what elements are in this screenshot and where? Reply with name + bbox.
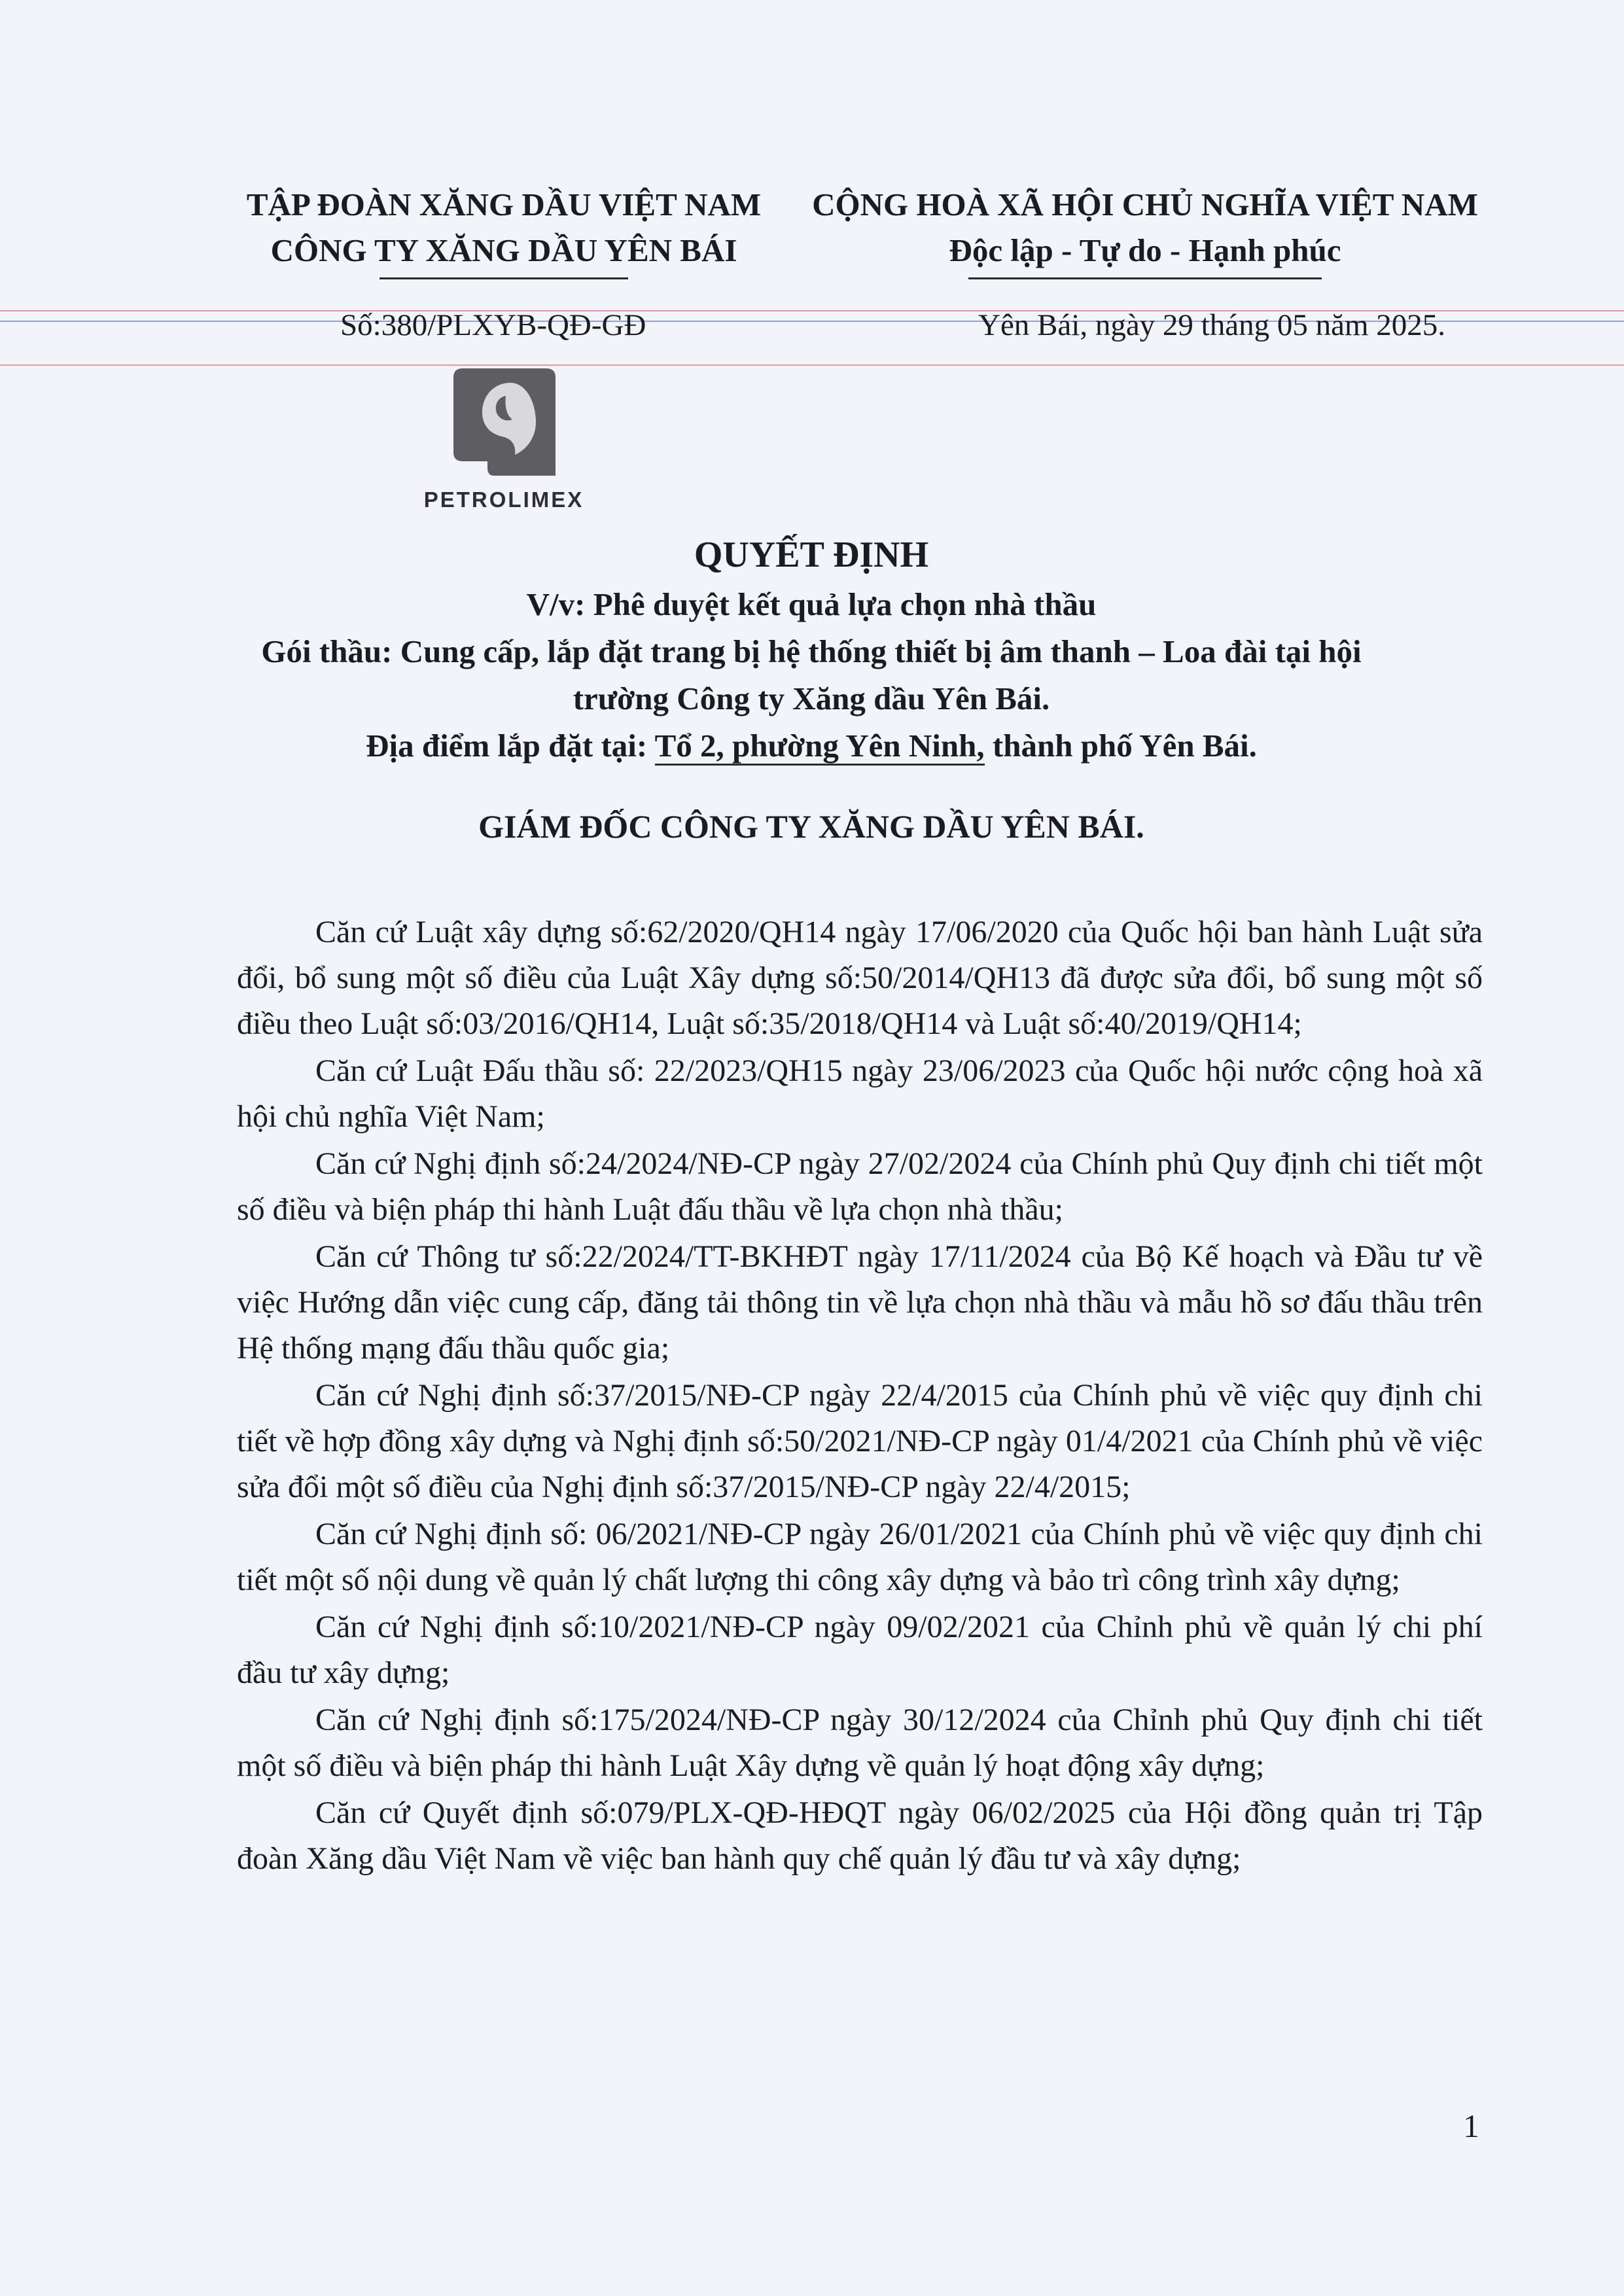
legal-basis-paragraph: Căn cứ Thông tư số:22/2024/TT-BKHĐT ngày 17/11/2024 của Bộ Kế hoạch và Đầu tư về việc Hướng dẫn việc cung cấp, đăng tải thông tin về lựa chọn nhà thầu và mẫu hồ sơ đấu thầu trên Hệ thống mạng đấu thầu quốc gia; bbox=[237, 1239, 1483, 1366]
legal-basis-paragraph: Căn cứ Luật xây dựng số:62/2020/QH14 ngày 17/06/2020 của Quốc hội ban hành Luật sửa đổi, bổ sung một số điều của Luật Xây dựng số:50/2014/QH13 đã được sửa đổi, bổ sung một số điều theo Luật số:03/2016/QH14, Luật số:35/2018/QH14 và Luật số:40/2019/QH14; bbox=[237, 915, 1483, 1041]
subject-line: V/v: Phê duyệt kết quả lựa chọn nhà thầu bbox=[526, 586, 1097, 622]
package-line-1: Gói thầu: Cung cấp, lắp đặt trang bị hệ thống thiết bị âm thanh – Loa đài tại hội bbox=[261, 633, 1362, 669]
legal-basis-paragraph: Căn cứ Nghị định số:24/2024/NĐ-CP ngày 27/02/2024 của Chính phủ Quy định chi tiết một số điều và biện pháp thi hành Luật đấu thầu về lựa chọn nhà thầu; bbox=[237, 1146, 1483, 1227]
installation-location bbox=[196, 722, 1426, 769]
page-number: 1 bbox=[1463, 2108, 1479, 2144]
legal-basis-paragraph: Căn cứ Nghị định số:10/2021/NĐ-CP ngày 09/02/2021 của Chỉnh phủ về quản lý chi phí đầu tư xây dựng; bbox=[237, 1610, 1483, 1690]
location-address: Tổ 2, phường Yên Ninh, bbox=[655, 728, 985, 766]
petrolimex-logo-icon bbox=[448, 363, 559, 481]
scan-guide-line bbox=[0, 364, 1624, 366]
logo-wordmark: PETROLIMEX bbox=[423, 487, 584, 512]
legal-basis-paragraph: Căn cứ Nghị định số: 06/2021/NĐ-CP ngày 26/01/2021 của Chính phủ về việc quy định chi tiết một số nội dung về quản lý chất lượng thi công xây dựng và bảo trì công trình xây dựng; bbox=[237, 1517, 1483, 1597]
package-line-2: trường Công ty Xăng dầu Yên Bái. bbox=[573, 680, 1050, 716]
motto-underline bbox=[968, 277, 1322, 279]
national-header bbox=[792, 182, 1498, 279]
document-title: QUYẾT ĐỊNH bbox=[694, 535, 929, 575]
legal-basis-paragraph: Căn cứ Quyết định số:079/PLX-QĐ-HĐQT ngày 06/02/2025 của Hội đồng quản trị Tập đoàn Xăng dầu Việt Nam về việc ban hành quy chế quản lý đầu tư và xây dựng; bbox=[237, 1795, 1483, 1876]
legal-basis-section bbox=[237, 910, 1483, 1882]
document-number: Số:380/PLXYB-QĐ-GĐ bbox=[340, 308, 646, 342]
location-label: Địa điểm lắp đặt tại: bbox=[366, 728, 648, 764]
legal-basis-paragraph: Căn cứ Luật Đấu thầu số: 22/2023/QH15 ngày 23/06/2023 của Quốc hội nước cộng hoà xã hội chủ nghĩa Việt Nam; bbox=[237, 1053, 1483, 1134]
petrolimex-logo bbox=[419, 363, 589, 512]
company-underline bbox=[380, 277, 628, 279]
place-and-date: Yên Bái, ngày 29 tháng 05 năm 2025. bbox=[978, 308, 1446, 342]
national-motto: Độc lập - Tự do - Hạnh phúc bbox=[949, 232, 1341, 268]
company-name: CÔNG TY XĂNG DẦU YÊN BÁI bbox=[270, 232, 737, 268]
parent-organization: TẬP ĐOÀN XĂNG DẦU VIỆT NAM bbox=[246, 186, 762, 222]
national-title: CỘNG HOÀ XÃ HỘI CHỦ NGHĨA VIỆT NAM bbox=[812, 186, 1478, 222]
issuing-authority: GIÁM ĐỐC CÔNG TY XĂNG DẦU YÊN BÁI. bbox=[478, 808, 1144, 845]
organization-header bbox=[196, 182, 811, 279]
decision-title-block bbox=[196, 529, 1426, 845]
location-city: thành phố Yên Bái. bbox=[992, 728, 1257, 764]
legal-basis-paragraph: Căn cứ Nghị định số:37/2015/NĐ-CP ngày 22/4/2015 của Chính phủ về việc quy định chi tiết về hợp đồng xây dựng và Nghị định số:50/2021/NĐ-CP ngày 01/4/2021 của Chính phủ về việc sửa đổi một số điều của Nghị định số:37/2015/NĐ-CP ngày 22/4/2015; bbox=[237, 1378, 1483, 1504]
legal-basis-paragraph: Căn cứ Nghị định số:175/2024/NĐ-CP ngày 30/12/2024 của Chỉnh phủ Quy định chi tiết một số điều và biện pháp thi hành Luật Xây dựng về quản lý hoạt động xây dựng; bbox=[237, 1703, 1483, 1783]
